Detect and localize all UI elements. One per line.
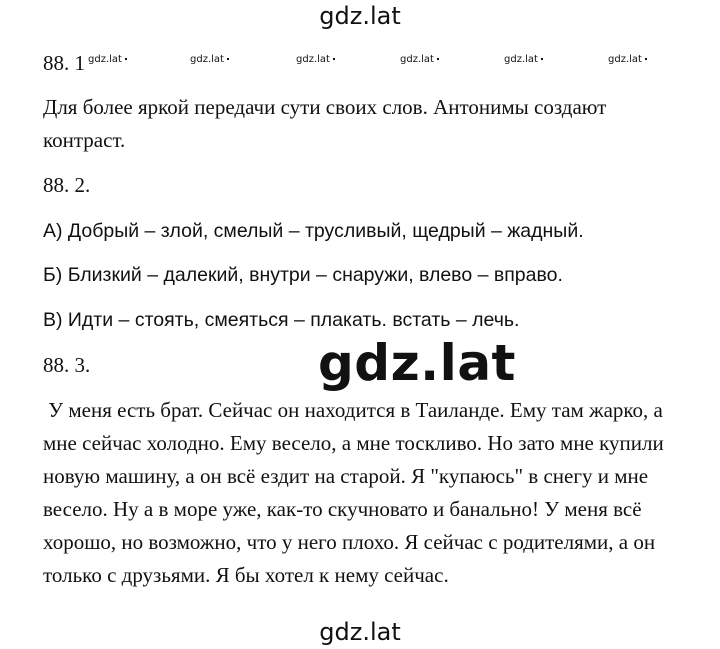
watermark-top: gdz.lat: [319, 2, 401, 30]
task-number-2: 88. 2.: [43, 173, 91, 197]
task3-text-line: мне сейчас холодно. Ему весело, а мне тоскливо. Но зато мне купили: [43, 431, 664, 455]
task-number-1: 88. 1: [43, 51, 85, 75]
watermark-small-1: gdz.lat: [88, 54, 127, 65]
watermark-center: gdz.lat: [318, 334, 516, 392]
task-number-3: 88. 3.: [43, 353, 91, 377]
task2-item-c: В) Идти – стоять, смеяться – плакать. встать – лечь.: [43, 309, 520, 331]
task1-text-line: Для более яркой передачи сути своих слов. Антонимы создают: [43, 95, 607, 119]
task3-text-line: только с друзьями. Я бы хотел к нему сейчас.: [43, 563, 449, 587]
watermark-small-6: gdz.lat: [608, 54, 647, 65]
watermark-bottom: gdz.lat: [319, 618, 401, 646]
watermark-small-4: gdz.lat: [400, 54, 439, 65]
watermark-small-2: gdz.lat: [190, 54, 229, 65]
task3-text-line: весело. Ну а в море уже, как-то скучновато и банально! У меня всё: [43, 497, 642, 521]
task1-text-line: контраст.: [43, 128, 126, 152]
task2-item-b: Б) Близкий – далекий, внутри – снаружи, влево – вправо.: [43, 264, 563, 286]
task2-item-a: А) Добрый – злой, смелый – трусливый, щедрый – жадный.: [43, 220, 584, 242]
watermark-small-3: gdz.lat: [296, 54, 335, 65]
watermark-small-5: gdz.lat: [504, 54, 543, 65]
task3-text-line: новую машину, а он всё ездит на старой. Я "купаюсь" в снегу и мне: [43, 464, 649, 488]
task3-text-line: хорошо, но возможно, что у него плохо. Я сейчас с родителями, а он: [43, 530, 656, 554]
task3-text-line: У меня есть брат. Сейчас он находится в Таиланде. Ему там жарко, а: [43, 398, 663, 422]
